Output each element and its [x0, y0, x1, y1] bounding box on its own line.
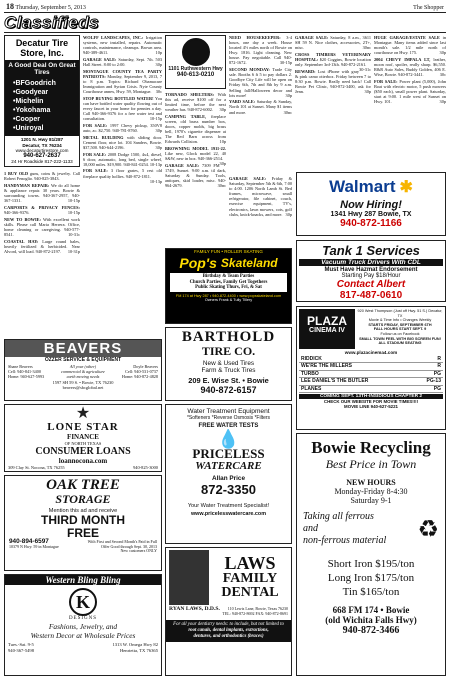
- ad-tag: 30p: [219, 107, 226, 113]
- oak-mention: Mention this ad and receive: [48, 508, 118, 514]
- ad-head: FOR SALE:: [83, 151, 107, 157]
- ad-head: 2004 CHEVY IMPALA LT,: [374, 56, 431, 62]
- recycle-tin: Tin $165/ton: [342, 586, 400, 598]
- ad-tag: 30nc: [217, 183, 226, 189]
- tank1-ad: [296, 240, 446, 302]
- recycle-taking: Taking all ferrous: [303, 511, 374, 522]
- recycle-short: Short Iron $195/ton: [327, 558, 415, 570]
- classified-ad: [295, 35, 371, 50]
- ad-tag: 30nc: [283, 109, 292, 115]
- pops-skateland-ad: [165, 248, 292, 324]
- ad-body: We do all home & appliance repair. 30 years. Bowie & surrounding towns. 940-367-2957, 940-367-1331.: [4, 182, 80, 204]
- recycle-sat: Saturday 9-1: [350, 496, 392, 505]
- movie-title: WE'RE THE MILLERS: [301, 363, 352, 370]
- ad-body: Lost iPhone with gray & pink camo otterbox. Friday between 7 to 8:30 p.m. Bowie. Really need back! Call Bowie Pet Clinic, 940-872-3400, ask for Jenn.: [295, 68, 371, 95]
- plaza-showtimes: Movie & Time Info • Changes Weekly: [368, 318, 432, 323]
- movie-row: [299, 371, 443, 378]
- ad-tag: 10-13p: [149, 178, 162, 184]
- ad-head: STOP BUYING BOTTLED WATER!: [83, 95, 154, 101]
- tank1-l3: Starting Pay $18/Hour: [341, 273, 401, 279]
- ad-head: CROSS TIMBERS VETERINARY HOSPITAL:: [295, 51, 371, 62]
- movie-rating: R: [437, 363, 441, 370]
- lonestar-fin: FINANCE: [67, 433, 99, 441]
- pops-l3: Public Skating Thurs, Fri, & Sat: [195, 285, 262, 291]
- ad-head: NEED HOUSEKEEPER:: [229, 35, 281, 40]
- beavers-sub: OZZER SERVICE & EQUIPMENT: [44, 357, 122, 363]
- western-right1: 1313 W. Omega Hwy 82: [112, 642, 158, 648]
- movie-rating: R: [437, 356, 441, 362]
- plaza-small: SMALL TOWN FEEL WITH BIG SCREEN FUN!: [359, 336, 441, 341]
- recycle-best: Best Price in Town: [325, 457, 417, 471]
- classified-ad: [165, 114, 226, 145]
- ad-body: 3-4 hours, one day a week. House located 4½ miles north of Bowie on Hwy. 1816. Light cleaning. New house. Pay negotiable. Call 940-872-1672.: [229, 35, 292, 66]
- tank1-l1: Vacuum Truck Drivers With CDL: [299, 259, 443, 266]
- ad-tag: 30p: [155, 127, 162, 133]
- pig-logo-icon: [182, 38, 210, 66]
- recycle-long: Long Iron $175/ton: [327, 572, 415, 584]
- laws-foot3: dentures, and orthodontics (braces): [193, 634, 264, 639]
- ad-tag: 30-15p: [279, 60, 292, 66]
- ad-head: REWARD:: [295, 68, 316, 74]
- ad-tag: 30p: [155, 62, 162, 68]
- beavers-right2: Cell: 940-531-0737: [125, 369, 158, 374]
- ad-tag: 30p: [439, 99, 446, 105]
- ad-body: leather, moon roof, spoiler, really sharp. $6,550. R&R Auto Sales, Buddy Golden, 406 E. Wise, Bowie. 940-872-3441.: [374, 56, 446, 78]
- walmart-addr: 1341 Hwy 287 Bowie, TX: [330, 211, 412, 218]
- classified-ad: [83, 168, 162, 184]
- ad-head: CARPORTS & PRIVACY FENCES:: [4, 204, 80, 210]
- laws-dental-ad: [165, 547, 292, 676]
- brand-item: •Uniroyal: [13, 125, 44, 132]
- paper-name: The Shopper: [413, 5, 444, 11]
- column-1-ads: [4, 171, 80, 254]
- ad-tag: 10-15p: [67, 198, 80, 204]
- ad-body: 3 floor grates, 5 rest old fireplace quality hollies. 940-872-1811.: [83, 168, 162, 179]
- laws-name3: DENTAL: [221, 585, 279, 600]
- priceless-person: Allan Price: [211, 475, 246, 482]
- plaza-web: www.plazacinema4.com: [344, 350, 398, 355]
- movie-rating: PG: [433, 385, 441, 392]
- beavers-addr: 1597 SH 59 S. • Bowie, TX 76230: [52, 380, 114, 385]
- western-bling-ad: [4, 574, 162, 676]
- priceless-web: www.pricelesswatercare.com: [190, 511, 266, 517]
- ad-head: WOLFF LANDSCAPES, INC.:: [83, 35, 144, 40]
- plaza-cinema-ad: [296, 306, 446, 430]
- ad-tag: 10-15p: [67, 209, 80, 215]
- ad-tag: 10p: [155, 50, 162, 56]
- ad-body: Trade City sale. Booths 6 ft 5 to pay dollars 2. Goodbye City Life will be open on Friday 6th, 7th and 8th by 9 a.m. Selling fall/Halloween decor and lots more!: [229, 67, 292, 98]
- classified-ad: [83, 35, 162, 55]
- ad-head: GARAGE SALE:: [165, 163, 200, 168]
- ad-body: You can have bottled water quality flowing out of every faucet in your home for pennies a day. Call 940-366-9376 for a free water test and consultation.: [83, 95, 162, 122]
- oak-third: THIRD MONTH: [41, 513, 125, 527]
- beavers-ad: [4, 339, 162, 401]
- ad-tag: 30p: [219, 161, 226, 167]
- classified-ad: [83, 123, 162, 133]
- laws-addr: 110 Lewis Lane, Bowie, Texas 76230: [227, 606, 288, 611]
- ad-body: Monday, September 9, 2013, 7 to 8 p.m. Topics: Richard Obamacare Immigration and Syrian Crisis. Nyte County Courthouse annex, Hwy. 59, Montague.: [83, 73, 162, 95]
- ad-body: With this ad, receive $100 off for a limited time, before the next weather has. 940-872-6002.: [165, 92, 226, 113]
- classified-ad: [229, 99, 292, 114]
- recycle-icon: ♻: [417, 516, 439, 543]
- ad-body: Saturday, 8 a.m., 3611 SH 59 N. Nice clothes, accessories, 2T+, misc.: [295, 35, 371, 51]
- western-l1: Fashions, Jewelry, and: [48, 622, 118, 631]
- ad-head: YARD SALE:: [229, 99, 256, 105]
- beavers-left3: Home: 940-627-5993: [8, 374, 45, 379]
- ad-body: Irrigation systems, new installed, repairs. Automatic controls, maintenance, cleanups. Brown area. 940-389-4611.: [83, 35, 162, 56]
- plaza-addr: 920 West Thompson (Just off Hwy. 51 S.) Decatur, TX: [357, 309, 443, 318]
- lonestar-ad: [4, 404, 162, 472]
- ad-tag: 10-31c: [68, 231, 80, 237]
- lonestar-web: loannocona.com: [58, 457, 108, 465]
- brand-item: •Cooper: [13, 116, 40, 123]
- movie-title: RIDDICK: [301, 356, 322, 362]
- laws-foot1: For all your dentistry needs: to include, but not limited to: [173, 622, 284, 627]
- classified-ad: [4, 239, 80, 254]
- decatur-tire-tag: A Good Deal On Great Tires: [8, 62, 76, 76]
- ad-tag: 30-31c: [359, 67, 371, 73]
- ad-tag: 30c: [439, 72, 446, 78]
- beavers-left1: Shane Beavers: [8, 364, 33, 369]
- brand-item: •Yokohama: [13, 107, 51, 114]
- recycle-phone: 940-872-3466: [342, 625, 400, 636]
- ad-head: METAL BUILDING: [83, 134, 124, 140]
- ad-tag: 30p: [439, 50, 446, 56]
- dentist-photo: [169, 550, 209, 605]
- oak-tree-ad: [4, 475, 162, 571]
- barthold-tire-ad: [165, 327, 292, 401]
- decatur-addr1: 1201 N. Hwy 81/287: [20, 137, 64, 142]
- ad-body: 2008 Dodge 1500, 4x4, diesel, 6 door, automatic, long bed, single wheel, 18,000 miles. $19,900. 940-841-0254.: [83, 151, 162, 167]
- movie-title: TURBO: [301, 370, 319, 377]
- column-4b: [229, 176, 292, 252]
- ad-tag: 30nc: [362, 45, 371, 51]
- weirs-ad: [165, 35, 226, 89]
- recycle-addr: 668 FM 174 • Bowie: [332, 605, 410, 615]
- ad-body: Like new, Glock model 22, 40 S&W, new in box. 940-366-2514.: [165, 151, 226, 162]
- plaza-follow: Follow us on Facebook: [380, 331, 420, 336]
- brand-item: •BFGoodrich: [13, 80, 56, 87]
- column-6: [374, 35, 446, 175]
- masthead: [4, 13, 446, 33]
- classified-ad: [4, 183, 80, 203]
- ad-head: BROWNING MODEL 1911-22.: [165, 146, 226, 152]
- oak-new: New customers ONLY: [120, 548, 157, 554]
- barthold-l1: New & Used Tires: [202, 360, 255, 367]
- ad-head: CAMPING TABLE,: [165, 113, 207, 119]
- western-left2: 940-367-5498: [8, 647, 35, 653]
- pops-owner: Owners Frank & Tully Tillery: [204, 297, 253, 302]
- ad-head: GARAGE SALE:: [229, 176, 267, 181]
- pops-addr: FM 174 at Hwy 287 • 940-872-4400 • www.popsskateland.com: [175, 293, 282, 298]
- tank1-l2: Must Have Hazmat Endorsement: [324, 267, 418, 273]
- priceless-name: PRICELESS: [192, 446, 265, 461]
- beavers-l3: earth moving needs: [66, 374, 100, 379]
- western-designs: DESIGNS: [68, 616, 98, 621]
- walmart-headline: Now Hiring!: [340, 199, 402, 211]
- star-icon: ★: [75, 405, 91, 422]
- classified-ad: [165, 163, 226, 188]
- classified-ad: [374, 57, 446, 77]
- tank1-phone: 817-487-0610: [339, 290, 403, 301]
- movie-row: [299, 356, 443, 363]
- classified-ad: [295, 69, 371, 94]
- plaza-logo: [299, 309, 355, 349]
- priceless-phone: 872-3350: [201, 482, 256, 497]
- decatur-tire-name: Decatur Tire Store, Inc.: [5, 36, 79, 60]
- western-name: Western Bling Bling: [5, 575, 161, 585]
- plaza-coming: COMING SEPT. 13TH-INSIDIOUS CHAPTER 2: [299, 394, 443, 399]
- ad-tag: 10-31p: [67, 248, 80, 254]
- column-2-ads: [83, 35, 162, 184]
- weirs-l1: 1101: [168, 66, 180, 72]
- ad-body: guns, coins & jewelry. Call Robert Fenoglio.: [4, 171, 80, 182]
- movie-rating: PG: [433, 370, 441, 377]
- priceless-watercare-ad: [165, 404, 292, 544]
- column-4: [229, 35, 292, 175]
- column-1: [4, 35, 80, 337]
- classified-ad: [83, 135, 162, 150]
- page-number: 18: [6, 2, 14, 11]
- ad-phone: 940-825-3843.: [34, 176, 60, 182]
- ad-body: Power plant (5,000), John Boat with electric motor, 5 push mowers ($50 each), small power plant. Saturday, start at 9:00. 1 mile west of Sunset on Hwy. 101.: [374, 78, 446, 105]
- ad-phone: 940-577-8541.: [4, 226, 80, 237]
- walmart-phone: 940-872-1166: [340, 218, 402, 229]
- recycle-hours: NEW HOURS: [346, 478, 396, 487]
- ad-tag: 30p: [285, 92, 292, 98]
- pops-name: Pop's: [179, 255, 217, 271]
- walmart-logo: Walmart: [329, 177, 396, 196]
- recycle-and: and: [303, 523, 318, 534]
- recycle-non: non-ferrous material: [303, 535, 387, 546]
- pops-l1: Birthday & Team Parties: [202, 274, 255, 279]
- western-right2: Henrietta, TX 76365: [119, 647, 158, 653]
- ad-body: with sliding door. Cement floor, nice lot. 104 Sanders, Bowie. $37,500. 940-644-2196.: [83, 134, 162, 150]
- bowie-recycling-ad: [296, 433, 446, 676]
- priceless-free: FREE WATER TESTS: [198, 423, 259, 429]
- priceless-spec: Your Water Treatment Specialist!: [187, 503, 270, 509]
- ad-body: Large round bales, heavily fertilized & herbicided. Near Alvord, will load. 940-872-2197.: [4, 238, 80, 254]
- classified-ad: [83, 57, 162, 67]
- classified-ad: [83, 69, 162, 94]
- pops-l2: Church Parties, Family Get Togethers: [189, 279, 268, 285]
- k-logo: K: [69, 588, 97, 616]
- decatur-addr2: Decatur, TX 76234: [22, 142, 62, 148]
- decatur-tire-ad: [4, 35, 80, 167]
- lonestar-phone: 940-825-3000: [133, 465, 158, 470]
- classified-ad: [229, 176, 292, 217]
- recycle-title: Bowie Recycling: [311, 438, 431, 457]
- ad-head: SECOND MONDAY:: [229, 67, 270, 73]
- oak-phone: 940-894-6597: [9, 538, 49, 545]
- ad-tag: 10-15p: [149, 116, 162, 122]
- movie-rating: PG-13: [426, 378, 441, 385]
- ad-body: in Montague. Many items added since last month's sale. 1/2 mile north of courthouse on Hwy. 175.: [374, 35, 446, 56]
- ad-body: 7309 FM 1749, Sunset. 9:00 a.m. til dark, Saturday & Sunday. Tools, antiques, skid loader, misc. 940-964-2679.: [165, 163, 226, 189]
- oak-fine: With First and Second Month's Paid in Full: [87, 539, 157, 544]
- oak-addr: 10379 N Hwy. 59 in Montague: [9, 543, 59, 549]
- plaza-check: CHECK OUR WEBSITE FOR MOVIE TIMES!!!!: [323, 399, 419, 405]
- pops-name2: Skateland: [220, 256, 278, 270]
- beavers-email: beavers@sbcglobal.net: [62, 385, 104, 390]
- western-l2: Western Decor at Wholesale Prices: [30, 630, 136, 640]
- column-3-ads: [165, 92, 226, 188]
- movie-list: [299, 356, 443, 393]
- weirs-l3: Hwy: [212, 66, 223, 72]
- page-header: [4, 2, 446, 13]
- ad-body: $20 Coggins, Bowie location only. September 3rd-13th. 940-872-2161.: [295, 56, 371, 68]
- movie-row: [299, 378, 443, 385]
- classified-ad: [83, 152, 162, 167]
- ad-body: Friday & Saturday, September 5th & 6th, 7:00 to 4:00. 1206 North Lamb St. Bed frames, microwave, small refrigerator, file cabinet, couch, exercise equipment, TV's, electronics, lawn mowers, cots, golf clubs, knick-knacks, and more.: [229, 176, 292, 217]
- decatur-web: www.decaturtirestore.com: [15, 148, 69, 154]
- decatur-rescue: 24 Hr Roadside 817-222-1133: [11, 159, 73, 165]
- barthold-addr: 209 E. Wise St. • Bowie: [188, 376, 269, 385]
- brand-item: •Michelin: [13, 98, 44, 105]
- classified-ad: [229, 67, 292, 98]
- brand-item: •Goodyear: [13, 89, 49, 96]
- lonestar-addr: 309 Clay St. Nocona, TX 76255: [8, 465, 65, 470]
- beavers-l2: commercial & agriculture: [61, 369, 105, 374]
- ad-body: Saturday & Sunday, North 101 at Sunset. Many $1 items and more.: [229, 99, 292, 115]
- ad-head: HUGE GARAGE/ESTATE SALE: [374, 35, 440, 40]
- water-drop-icon: 💧: [217, 429, 240, 449]
- ad-body: 1997 Chevy pickup, 350V8 auto, ac. $2,750. 940-781-8760.: [83, 122, 162, 133]
- barthold-phone: 940-872-6157: [200, 385, 257, 395]
- ad-head: GARAGE SALE:: [83, 56, 117, 62]
- ad-body: With excellent work skills. Please call Maria Herrera. Office, home cleaning or caregiving.: [4, 216, 80, 232]
- column-2: [83, 35, 162, 337]
- movie-title: PLANES: [301, 385, 322, 392]
- classified-ad: [165, 92, 226, 112]
- ad-tag: 30c: [155, 89, 162, 95]
- classified-ad: [229, 35, 292, 66]
- ad-body: Saturday, Sept. 7th. 503 Hall Street. 8:00 to 2:00.: [83, 56, 162, 68]
- column-4b-ads: [229, 176, 292, 217]
- ad-head: GARAGE SALE:: [295, 35, 329, 40]
- ad-head: TORNADO SHELTERS:: [165, 92, 215, 97]
- weirs-l2: Ruthwestern: [180, 66, 211, 72]
- column-6-ads: [374, 35, 446, 104]
- oak-name2: STORAGE: [55, 492, 111, 506]
- barthold-name: BARTHOLD: [181, 329, 276, 345]
- decatur-phone: 940-627-2637: [23, 152, 61, 159]
- walmart-ad: [296, 172, 446, 236]
- beavers-right1: Doyle Beavers: [133, 364, 158, 369]
- western-left1: Tues.-Sat. 9-5: [8, 642, 34, 648]
- page-date: Thursday, September 5, 2013: [15, 5, 86, 11]
- tank1-title: Tank 1 Services: [322, 243, 420, 258]
- laws-foot2: root canals, dental implants, extractions,: [188, 628, 269, 633]
- ad-body: fireplace screen, old brass number box, doors, copper molds, big brass bell, 1970's cigarette dispenser at The Red Barn across from Edwards Collision.: [165, 113, 226, 145]
- classified-ad: [4, 217, 80, 237]
- column-4-ads: [229, 35, 292, 115]
- priceless-items: *Softeners *Reverse Osmosis *Filters: [186, 415, 271, 421]
- classified-ad: [4, 205, 80, 215]
- laws-doc: RYAN LAWS, D.D.S.: [169, 606, 220, 612]
- column-3: [165, 35, 226, 245]
- ad-tag: 30p: [155, 144, 162, 150]
- laws-name1: LAWS: [224, 553, 276, 573]
- beavers-l1: All your (other): [69, 364, 97, 369]
- beavers-right3: Home: 940-872-4828: [121, 374, 158, 379]
- movie-row: [299, 386, 443, 393]
- priceless-name2: WATERCARE: [195, 460, 262, 472]
- oak-offer: Offer Good through Sept. 30, 2013: [100, 543, 157, 549]
- beavers-name: BEAVERS: [5, 340, 161, 357]
- plaza-seating: ALL STADIUM SEATING: [378, 341, 422, 346]
- priceless-title: Water Treatment Equipment: [187, 408, 270, 415]
- ad-tag: 30p: [285, 211, 292, 217]
- ad-head: FOR SALE:: [83, 168, 108, 174]
- oak-free: FREE: [66, 526, 99, 540]
- brand-list: [7, 79, 77, 133]
- barthold-name2: TIRE CO.: [201, 344, 256, 358]
- column-5: [295, 35, 371, 175]
- classified-ad: [83, 96, 162, 121]
- oak-name: OAK TREE: [46, 477, 120, 493]
- beavers-left2: Cell: 940-841-3400: [8, 369, 41, 374]
- movie-row: [299, 363, 443, 370]
- spark-icon: ✱: [399, 179, 413, 196]
- lonestar-sub: OF NORTH TEXAS: [64, 441, 102, 446]
- ad-body: 940-366-9376.: [4, 209, 30, 215]
- ad-tag: 10p: [219, 139, 226, 145]
- plaza-start: STARTS FRIDAY, SEPTEMBER 6TH: [368, 322, 432, 327]
- tank1-contact: Contact Albert: [336, 279, 406, 290]
- recycle-mf: Monday-Friday 8-4:30: [334, 487, 408, 496]
- ad-head: MONTAGUE COUNTY TEA PARTY PATRIOTS:: [83, 68, 162, 79]
- classified-ad: [374, 79, 446, 104]
- recycle-old: (old Wichita Falls Hwy): [325, 615, 417, 625]
- plaza-fallhours: FALL HOURS START SEPT. 9: [373, 327, 427, 332]
- plaza-name2: CINEMA IV: [309, 327, 345, 334]
- pops-top: FAMILY FUN • ROLLER SKATING: [194, 249, 263, 254]
- ad-head: FOR SALE:: [374, 78, 398, 84]
- ad-head: HANDYMAN REPAIR:: [4, 182, 50, 188]
- barthold-l2: Farm & Truck Tires: [201, 367, 256, 374]
- weirs-phone: 940-613-0210: [176, 72, 215, 79]
- lonestar-name: LONE STAR: [47, 421, 119, 433]
- plaza-line: MOVIE LINE 940-627-5221: [344, 404, 398, 410]
- laws-name2: FAMILY: [222, 571, 278, 586]
- laws-phone: TEL: 940-872-8692 FAX: 940-872-8691: [222, 611, 288, 616]
- ad-head: COASTAL HAY:: [4, 238, 39, 244]
- classifieds-title: Classifieds: [4, 13, 100, 32]
- column-5-ads: [295, 35, 371, 94]
- ad-head: FOR SALE:: [83, 122, 108, 128]
- lonestar-loans: CONSUMER LOANS: [35, 446, 131, 457]
- ad-head: 1 BUY OLD: [4, 171, 29, 176]
- ad-head: NEW TO BOWIE:: [4, 216, 41, 222]
- ad-tag: 30p: [364, 89, 371, 95]
- ad-tag: 10-13p: [149, 161, 162, 167]
- movie-title: LEE DANIEL'S THE BUTLER: [301, 378, 369, 385]
- classified-ad: [374, 35, 446, 55]
- plaza-name: PLAZA: [307, 314, 347, 328]
- classified-ad: [4, 171, 80, 181]
